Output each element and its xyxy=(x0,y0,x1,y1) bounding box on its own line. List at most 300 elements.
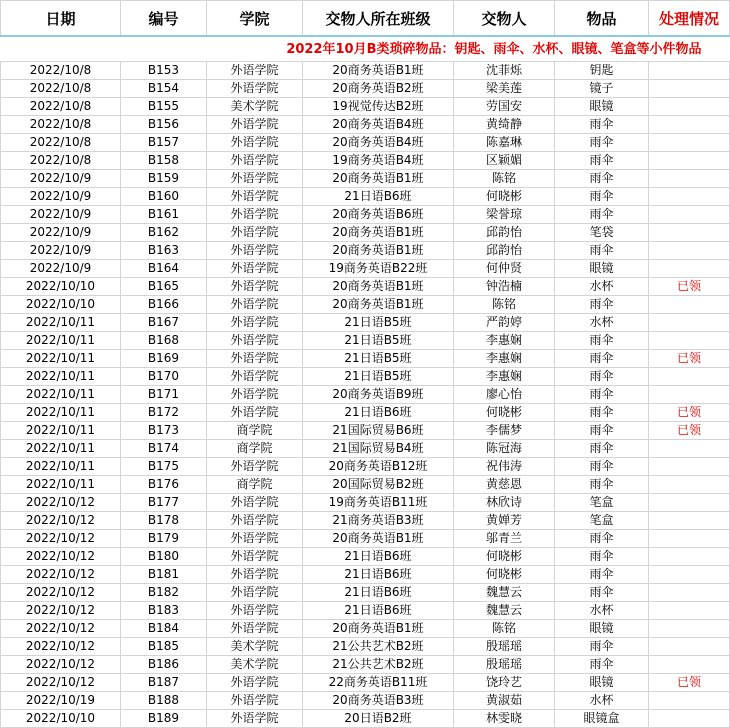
table-row xyxy=(1,602,730,620)
cell-status[interactable]: 已领 xyxy=(649,422,730,440)
cell-person[interactable]: 魏慧云 xyxy=(454,602,555,620)
cell-date[interactable]: 2022/10/12 xyxy=(1,638,121,656)
table-row xyxy=(1,422,730,440)
cell-date[interactable]: 2022/10/9 xyxy=(1,206,121,224)
cell-status[interactable] xyxy=(649,134,730,152)
cell-college[interactable]: 外语学院 xyxy=(207,566,303,584)
cell-item[interactable]: 雨伞 xyxy=(555,548,649,566)
header-item[interactable]: 物品 xyxy=(555,1,649,37)
cell-date[interactable]: 2022/10/12 xyxy=(1,656,121,674)
table-row xyxy=(1,656,730,674)
cell-item[interactable]: 雨伞 xyxy=(555,476,649,494)
cell-college[interactable]: 外语学院 xyxy=(207,242,303,260)
cell-status[interactable] xyxy=(649,170,730,188)
cell-class[interactable]: 21国际贸易B4班 xyxy=(303,440,454,458)
cell-college[interactable]: 外语学院 xyxy=(207,80,303,98)
cell-college[interactable]: 外语学院 xyxy=(207,692,303,710)
table-row xyxy=(1,152,730,170)
table-row xyxy=(1,584,730,602)
cell-status[interactable]: 已领 xyxy=(649,674,730,692)
cell-class[interactable]: 21日语B6班 xyxy=(303,602,454,620)
cell-date[interactable]: 2022/10/11 xyxy=(1,458,121,476)
cell-date[interactable]: 2022/10/11 xyxy=(1,314,121,332)
cell-id[interactable]: B161 xyxy=(121,206,207,224)
cell-id[interactable]: B178 xyxy=(121,512,207,530)
header-row xyxy=(1,1,730,37)
cell-person[interactable]: 陈铭 xyxy=(454,296,555,314)
cell-date[interactable]: 2022/10/8 xyxy=(1,152,121,170)
cell-person[interactable]: 陈铭 xyxy=(454,620,555,638)
cell-college[interactable]: 外语学院 xyxy=(207,602,303,620)
cell-item[interactable]: 雨伞 xyxy=(555,170,649,188)
cell-date[interactable]: 2022/10/11 xyxy=(1,368,121,386)
cell-date[interactable]: 2022/10/11 xyxy=(1,440,121,458)
table-row xyxy=(1,296,730,314)
cell-person[interactable]: 黄淑茹 xyxy=(454,692,555,710)
cell-class[interactable]: 21日语B6班 xyxy=(303,188,454,206)
cell-class[interactable]: 20商务英语B1班 xyxy=(303,296,454,314)
header-person[interactable]: 交物人 xyxy=(454,1,555,37)
cell-person[interactable]: 梁誉琼 xyxy=(454,206,555,224)
cell-class[interactable]: 20商务英语B1班 xyxy=(303,530,454,548)
cell-id[interactable]: B189 xyxy=(121,710,207,728)
cell-date[interactable]: 2022/10/8 xyxy=(1,134,121,152)
cell-id[interactable]: B158 xyxy=(121,152,207,170)
cell-person[interactable]: 钟浩楠 xyxy=(454,278,555,296)
cell-person[interactable]: 邱韵怡 xyxy=(454,242,555,260)
cell-date[interactable]: 2022/10/12 xyxy=(1,620,121,638)
cell-person[interactable]: 林欣诗 xyxy=(454,494,555,512)
cell-id[interactable]: B180 xyxy=(121,548,207,566)
cell-class[interactable]: 20商务英语B2班 xyxy=(303,80,454,98)
cell-item[interactable]: 笔袋 xyxy=(555,224,649,242)
table-row xyxy=(1,458,730,476)
cell-class[interactable]: 21日语B5班 xyxy=(303,314,454,332)
cell-class[interactable]: 22商务英语B11班 xyxy=(303,674,454,692)
cell-college[interactable]: 美术学院 xyxy=(207,638,303,656)
cell-item[interactable]: 水杯 xyxy=(555,602,649,620)
cell-college[interactable]: 外语学院 xyxy=(207,494,303,512)
cell-id[interactable]: B154 xyxy=(121,80,207,98)
cell-person[interactable]: 殷瑶瑶 xyxy=(454,638,555,656)
cell-item[interactable]: 雨伞 xyxy=(555,188,649,206)
cell-id[interactable]: B179 xyxy=(121,530,207,548)
cell-date[interactable]: 2022/10/8 xyxy=(1,62,121,80)
cell-class[interactable]: 21日语B6班 xyxy=(303,548,454,566)
cell-status[interactable] xyxy=(649,656,730,674)
cell-class[interactable]: 21公共艺术B2班 xyxy=(303,638,454,656)
cell-date[interactable]: 2022/10/12 xyxy=(1,674,121,692)
cell-id[interactable]: B175 xyxy=(121,458,207,476)
table-row xyxy=(1,206,730,224)
cell-person[interactable]: 殷瑶瑶 xyxy=(454,656,555,674)
table-row xyxy=(1,440,730,458)
cell-date[interactable]: 2022/10/10 xyxy=(1,278,121,296)
cell-item[interactable]: 雨伞 xyxy=(555,296,649,314)
cell-college[interactable]: 外语学院 xyxy=(207,512,303,530)
cell-date[interactable]: 2022/10/9 xyxy=(1,188,121,206)
cell-class[interactable]: 21日语B6班 xyxy=(303,404,454,422)
cell-item[interactable]: 雨伞 xyxy=(555,566,649,584)
cell-status[interactable] xyxy=(649,188,730,206)
cell-college[interactable]: 美术学院 xyxy=(207,98,303,116)
cell-status[interactable] xyxy=(649,242,730,260)
cell-college[interactable]: 商学院 xyxy=(207,440,303,458)
cell-class[interactable]: 21日语B5班 xyxy=(303,350,454,368)
table-row xyxy=(1,332,730,350)
cell-person[interactable]: 林雯晓 xyxy=(454,710,555,728)
cell-date[interactable]: 2022/10/11 xyxy=(1,350,121,368)
table-row xyxy=(1,512,730,530)
cell-status[interactable] xyxy=(649,332,730,350)
cell-person[interactable]: 沈菲烁 xyxy=(454,62,555,80)
header-date[interactable]: 日期 xyxy=(1,1,121,37)
cell-item[interactable]: 笔盒 xyxy=(555,494,649,512)
cell-class[interactable]: 20商务英语B1班 xyxy=(303,62,454,80)
cell-status[interactable] xyxy=(649,314,730,332)
cell-item[interactable]: 雨伞 xyxy=(555,116,649,134)
cell-college[interactable]: 外语学院 xyxy=(207,332,303,350)
cell-id[interactable]: B177 xyxy=(121,494,207,512)
cell-item[interactable]: 笔盒 xyxy=(555,512,649,530)
cell-person[interactable]: 何晓彬 xyxy=(454,404,555,422)
table-row xyxy=(1,548,730,566)
cell-id[interactable]: B153 xyxy=(121,62,207,80)
cell-class[interactable]: 20商务英语B6班 xyxy=(303,206,454,224)
cell-id[interactable]: B188 xyxy=(121,692,207,710)
cell-college[interactable]: 外语学院 xyxy=(207,134,303,152)
cell-person[interactable]: 陈铭 xyxy=(454,170,555,188)
cell-college[interactable]: 外语学院 xyxy=(207,206,303,224)
cell-date[interactable]: 2022/10/19 xyxy=(1,692,121,710)
cell-status[interactable] xyxy=(649,80,730,98)
cell-date[interactable]: 2022/10/8 xyxy=(1,98,121,116)
table-row xyxy=(1,224,730,242)
cell-status[interactable] xyxy=(649,692,730,710)
table-row xyxy=(1,494,730,512)
cell-college[interactable]: 外语学院 xyxy=(207,260,303,278)
cell-person[interactable]: 魏慧云 xyxy=(454,584,555,602)
cell-college[interactable]: 外语学院 xyxy=(207,278,303,296)
cell-status[interactable] xyxy=(649,584,730,602)
cell-date[interactable]: 2022/10/12 xyxy=(1,584,121,602)
cell-status[interactable] xyxy=(649,458,730,476)
section-title[interactable]: 2022年10月B类琐碎物品：钥匙、雨伞、水杯、眼镜、笔盒等小件物品 xyxy=(1,36,730,62)
cell-status[interactable] xyxy=(649,206,730,224)
cell-person[interactable]: 廖心怡 xyxy=(454,386,555,404)
cell-person[interactable]: 祝伟涛 xyxy=(454,458,555,476)
cell-item[interactable]: 眼镜盒 xyxy=(555,710,649,728)
cell-class[interactable]: 20日语B2班 xyxy=(303,710,454,728)
cell-id[interactable]: B156 xyxy=(121,116,207,134)
cell-id[interactable]: B167 xyxy=(121,314,207,332)
table-row xyxy=(1,566,730,584)
cell-id[interactable]: B170 xyxy=(121,368,207,386)
cell-date[interactable]: 2022/10/10 xyxy=(1,296,121,314)
cell-class[interactable]: 20商务英语B3班 xyxy=(303,692,454,710)
cell-item[interactable]: 眼镜 xyxy=(555,98,649,116)
cell-person[interactable]: 黄慈恩 xyxy=(454,476,555,494)
cell-date[interactable]: 2022/10/11 xyxy=(1,386,121,404)
cell-id[interactable]: B172 xyxy=(121,404,207,422)
cell-status[interactable] xyxy=(649,476,730,494)
cell-date[interactable]: 2022/10/11 xyxy=(1,476,121,494)
cell-person[interactable]: 黄绮静 xyxy=(454,116,555,134)
cell-item[interactable]: 雨伞 xyxy=(555,404,649,422)
table-row xyxy=(1,386,730,404)
cell-status[interactable] xyxy=(649,224,730,242)
table-row xyxy=(1,170,730,188)
cell-status[interactable] xyxy=(649,368,730,386)
cell-college[interactable]: 外语学院 xyxy=(207,62,303,80)
cell-item[interactable]: 雨伞 xyxy=(555,134,649,152)
cell-person[interactable]: 何晓彬 xyxy=(454,566,555,584)
cell-status[interactable] xyxy=(649,512,730,530)
cell-id[interactable]: B183 xyxy=(121,602,207,620)
cell-college[interactable]: 外语学院 xyxy=(207,224,303,242)
cell-id[interactable]: B182 xyxy=(121,584,207,602)
cell-status[interactable] xyxy=(649,116,730,134)
cell-status[interactable] xyxy=(649,548,730,566)
table-row xyxy=(1,692,730,710)
cell-id[interactable]: B162 xyxy=(121,224,207,242)
cell-college[interactable]: 外语学院 xyxy=(207,386,303,404)
cell-college[interactable]: 外语学院 xyxy=(207,116,303,134)
cell-id[interactable]: B174 xyxy=(121,440,207,458)
cell-id[interactable]: B187 xyxy=(121,674,207,692)
cell-id[interactable]: B176 xyxy=(121,476,207,494)
cell-id[interactable]: B155 xyxy=(121,98,207,116)
cell-date[interactable]: 2022/10/10 xyxy=(1,710,121,728)
cell-class[interactable]: 20商务英语B4班 xyxy=(303,116,454,134)
table-row xyxy=(1,476,730,494)
cell-date[interactable]: 2022/10/11 xyxy=(1,332,121,350)
cell-item[interactable]: 水杯 xyxy=(555,692,649,710)
cell-status[interactable]: 已领 xyxy=(649,350,730,368)
cell-college[interactable]: 外语学院 xyxy=(207,170,303,188)
header-college[interactable]: 学院 xyxy=(207,1,303,37)
cell-status[interactable] xyxy=(649,566,730,584)
table-row xyxy=(1,62,730,80)
cell-class[interactable]: 21日语B6班 xyxy=(303,584,454,602)
cell-status[interactable] xyxy=(649,620,730,638)
table-row xyxy=(1,188,730,206)
cell-status[interactable]: 已领 xyxy=(649,278,730,296)
cell-person[interactable]: 何晓彬 xyxy=(454,548,555,566)
cell-college[interactable]: 外语学院 xyxy=(207,530,303,548)
cell-item[interactable]: 雨伞 xyxy=(555,584,649,602)
cell-id[interactable]: B157 xyxy=(121,134,207,152)
cell-status[interactable] xyxy=(649,62,730,80)
cell-class[interactable]: 21日语B5班 xyxy=(303,368,454,386)
table-row xyxy=(1,242,730,260)
cell-class[interactable]: 19商务英语B4班 xyxy=(303,152,454,170)
cell-item[interactable]: 钥匙 xyxy=(555,62,649,80)
cell-date[interactable]: 2022/10/12 xyxy=(1,512,121,530)
cell-item[interactable]: 水杯 xyxy=(555,314,649,332)
table-row xyxy=(1,530,730,548)
cell-college[interactable]: 外语学院 xyxy=(207,350,303,368)
cell-class[interactable]: 21国际贸易B6班 xyxy=(303,422,454,440)
cell-class[interactable]: 19商务英语B22班 xyxy=(303,260,454,278)
cell-college[interactable]: 外语学院 xyxy=(207,620,303,638)
cell-item[interactable]: 镜子 xyxy=(555,80,649,98)
cell-person[interactable]: 何晓彬 xyxy=(454,188,555,206)
cell-college[interactable]: 商学院 xyxy=(207,422,303,440)
cell-class[interactable]: 20商务英语B1班 xyxy=(303,278,454,296)
cell-status[interactable] xyxy=(649,638,730,656)
table-row xyxy=(1,260,730,278)
table-row xyxy=(1,314,730,332)
cell-date[interactable]: 2022/10/11 xyxy=(1,422,121,440)
section-title-row xyxy=(1,36,730,62)
cell-class[interactable]: 20商务英语B1班 xyxy=(303,242,454,260)
cell-class[interactable]: 21商务英语B3班 xyxy=(303,512,454,530)
cell-person[interactable]: 严韵婷 xyxy=(454,314,555,332)
cell-class[interactable]: 19商务英语B11班 xyxy=(303,494,454,512)
cell-person[interactable]: 陈冠海 xyxy=(454,440,555,458)
cell-person[interactable]: 邱韵怡 xyxy=(454,224,555,242)
cell-person[interactable]: 黄婵芳 xyxy=(454,512,555,530)
cell-class[interactable]: 20国际贸易B2班 xyxy=(303,476,454,494)
cell-item[interactable]: 眼镜 xyxy=(555,674,649,692)
cell-college[interactable]: 外语学院 xyxy=(207,710,303,728)
cell-id[interactable]: B163 xyxy=(121,242,207,260)
cell-college[interactable]: 外语学院 xyxy=(207,404,303,422)
cell-id[interactable]: B164 xyxy=(121,260,207,278)
cell-college[interactable]: 外语学院 xyxy=(207,368,303,386)
cell-status[interactable]: 已领 xyxy=(649,404,730,422)
cell-item[interactable]: 雨伞 xyxy=(555,458,649,476)
cell-college[interactable]: 商学院 xyxy=(207,476,303,494)
cell-person[interactable]: 陈嘉琳 xyxy=(454,134,555,152)
cell-item[interactable]: 雨伞 xyxy=(555,332,649,350)
cell-class[interactable]: 20商务英语B1班 xyxy=(303,224,454,242)
cell-item[interactable]: 眼镜 xyxy=(555,620,649,638)
header-class[interactable]: 交物人所在班级 xyxy=(303,1,454,37)
cell-status[interactable] xyxy=(649,530,730,548)
cell-college[interactable]: 美术学院 xyxy=(207,656,303,674)
cell-date[interactable]: 2022/10/12 xyxy=(1,530,121,548)
cell-id[interactable]: B186 xyxy=(121,656,207,674)
table-row xyxy=(1,620,730,638)
cell-college[interactable]: 外语学院 xyxy=(207,296,303,314)
cell-date[interactable]: 2022/10/12 xyxy=(1,494,121,512)
cell-id[interactable]: B184 xyxy=(121,620,207,638)
cell-college[interactable]: 外语学院 xyxy=(207,458,303,476)
cell-person[interactable]: 饶玲艺 xyxy=(454,674,555,692)
cell-college[interactable]: 外语学院 xyxy=(207,188,303,206)
cell-class[interactable]: 19视觉传达B2班 xyxy=(303,98,454,116)
cell-item[interactable]: 雨伞 xyxy=(555,656,649,674)
cell-item[interactable]: 雨伞 xyxy=(555,206,649,224)
cell-status[interactable] xyxy=(649,440,730,458)
cell-status[interactable] xyxy=(649,260,730,278)
cell-class[interactable]: 20商务英语B1班 xyxy=(303,170,454,188)
header-status[interactable]: 处理情况 xyxy=(649,1,730,37)
cell-date[interactable]: 2022/10/12 xyxy=(1,566,121,584)
cell-item[interactable]: 眼镜 xyxy=(555,260,649,278)
cell-item[interactable]: 雨伞 xyxy=(555,386,649,404)
cell-person[interactable]: 区颖媚 xyxy=(454,152,555,170)
cell-id[interactable]: B173 xyxy=(121,422,207,440)
cell-item[interactable]: 雨伞 xyxy=(555,242,649,260)
cell-item[interactable]: 雨伞 xyxy=(555,440,649,458)
cell-class[interactable]: 20商务英语B12班 xyxy=(303,458,454,476)
cell-id[interactable]: B181 xyxy=(121,566,207,584)
cell-person[interactable]: 何仲贤 xyxy=(454,260,555,278)
cell-date[interactable]: 2022/10/9 xyxy=(1,242,121,260)
table-row xyxy=(1,278,730,296)
cell-class[interactable]: 21公共艺术B2班 xyxy=(303,656,454,674)
cell-item[interactable]: 雨伞 xyxy=(555,422,649,440)
cell-id[interactable]: B168 xyxy=(121,332,207,350)
cell-item[interactable]: 雨伞 xyxy=(555,152,649,170)
cell-college[interactable]: 外语学院 xyxy=(207,314,303,332)
cell-person[interactable]: 李惠娴 xyxy=(454,368,555,386)
cell-id[interactable]: B159 xyxy=(121,170,207,188)
cell-item[interactable]: 雨伞 xyxy=(555,350,649,368)
cell-status[interactable] xyxy=(649,386,730,404)
cell-college[interactable]: 外语学院 xyxy=(207,674,303,692)
cell-date[interactable]: 2022/10/11 xyxy=(1,404,121,422)
cell-id[interactable]: B171 xyxy=(121,386,207,404)
cell-person[interactable]: 邬青兰 xyxy=(454,530,555,548)
cell-person[interactable]: 李惠娴 xyxy=(454,332,555,350)
cell-item[interactable]: 雨伞 xyxy=(555,368,649,386)
cell-person[interactable]: 劳国安 xyxy=(454,98,555,116)
cell-college[interactable]: 外语学院 xyxy=(207,584,303,602)
cell-class[interactable]: 21日语B5班 xyxy=(303,332,454,350)
cell-status[interactable] xyxy=(649,494,730,512)
cell-date[interactable]: 2022/10/12 xyxy=(1,548,121,566)
cell-status[interactable] xyxy=(649,296,730,314)
cell-status[interactable] xyxy=(649,152,730,170)
cell-person[interactable]: 李儒梦 xyxy=(454,422,555,440)
cell-person[interactable]: 李惠娴 xyxy=(454,350,555,368)
cell-date[interactable]: 2022/10/12 xyxy=(1,602,121,620)
cell-class[interactable]: 20商务英语B9班 xyxy=(303,386,454,404)
cell-id[interactable]: B165 xyxy=(121,278,207,296)
cell-date[interactable]: 2022/10/9 xyxy=(1,260,121,278)
table-row xyxy=(1,674,730,692)
cell-person[interactable]: 梁美莲 xyxy=(454,80,555,98)
cell-class[interactable]: 20商务英语B4班 xyxy=(303,134,454,152)
cell-class[interactable]: 20商务英语B1班 xyxy=(303,620,454,638)
cell-status[interactable] xyxy=(649,98,730,116)
cell-item[interactable]: 雨伞 xyxy=(555,638,649,656)
cell-college[interactable]: 外语学院 xyxy=(207,548,303,566)
cell-id[interactable]: B185 xyxy=(121,638,207,656)
cell-date[interactable]: 2022/10/9 xyxy=(1,170,121,188)
table-row xyxy=(1,98,730,116)
cell-item[interactable]: 雨伞 xyxy=(555,530,649,548)
cell-id[interactable]: B160 xyxy=(121,188,207,206)
cell-id[interactable]: B169 xyxy=(121,350,207,368)
cell-date[interactable]: 2022/10/9 xyxy=(1,224,121,242)
cell-item[interactable]: 水杯 xyxy=(555,278,649,296)
cell-status[interactable] xyxy=(649,602,730,620)
table-row xyxy=(1,350,730,368)
cell-class[interactable]: 21日语B6班 xyxy=(303,566,454,584)
table-row xyxy=(1,404,730,422)
cell-id[interactable]: B166 xyxy=(121,296,207,314)
header-id[interactable]: 编号 xyxy=(121,1,207,37)
cell-date[interactable]: 2022/10/8 xyxy=(1,116,121,134)
cell-college[interactable]: 外语学院 xyxy=(207,152,303,170)
cell-date[interactable]: 2022/10/8 xyxy=(1,80,121,98)
table-row xyxy=(1,638,730,656)
